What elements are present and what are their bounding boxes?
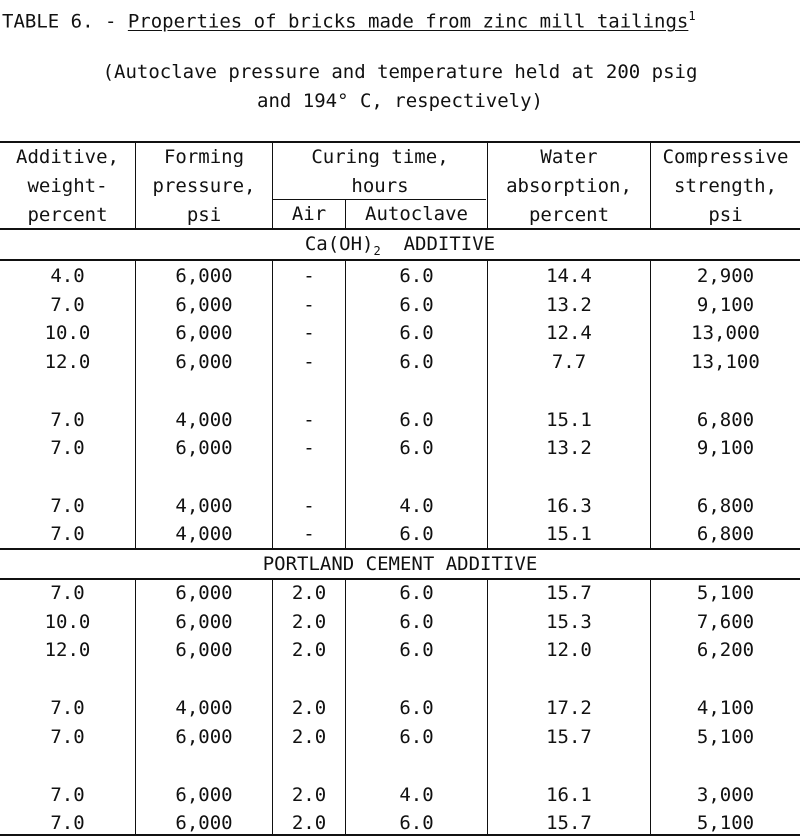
cell-autoclave: 6.0 xyxy=(399,582,434,604)
table-row xyxy=(0,348,800,377)
cell-autoclave: 6.0 xyxy=(399,611,434,633)
cell-air: 2.0 xyxy=(291,784,327,806)
table-row xyxy=(0,694,800,723)
section-heading-portland-cement: PORTLAND CEMENT ADDITIVE xyxy=(262,553,538,575)
cell-additive: 7.0 xyxy=(50,437,85,459)
cell-additive: 10.0 xyxy=(44,322,91,344)
table-subtitle xyxy=(0,58,800,116)
cell-compressive-strength: 5,100 xyxy=(696,812,755,834)
cell-air: - xyxy=(303,294,315,316)
cell-forming-pressure: 6,000 xyxy=(175,582,233,604)
cell-autoclave: 6.0 xyxy=(399,437,434,459)
cell-water-absorption: 13.2 xyxy=(546,294,592,316)
cell-forming-pressure: 6,000 xyxy=(175,265,233,287)
cell-air: 2.0 xyxy=(291,726,327,748)
cell-compressive-strength: 6,800 xyxy=(696,495,755,517)
cell-compressive-strength: 5,100 xyxy=(696,726,755,748)
header-additive: Additive, weight- percent xyxy=(16,146,119,226)
cell-additive: 12.0 xyxy=(44,639,91,661)
cell-compressive-strength: 6,200 xyxy=(696,639,755,661)
cell-additive: 7.0 xyxy=(50,409,85,431)
cell-water-absorption: 15.3 xyxy=(546,611,592,633)
cell-compressive-strength: 4,100 xyxy=(696,697,755,719)
cell-additive: 12.0 xyxy=(44,351,91,373)
table-row xyxy=(0,520,800,549)
table-row xyxy=(0,809,800,838)
cell-additive: 7.0 xyxy=(50,582,85,604)
cell-compressive-strength: 6,800 xyxy=(696,523,755,545)
subtitle-line-1: (Autoclave pressure and temperature held at 200 psig xyxy=(102,61,698,83)
cell-compressive-strength: 7,600 xyxy=(696,611,755,633)
cell-compressive-strength: 5,100 xyxy=(696,582,755,604)
cell-forming-pressure: 4,000 xyxy=(175,409,233,431)
cell-additive: 7.0 xyxy=(50,523,85,545)
table-row xyxy=(0,781,800,810)
cell-water-absorption: 15.1 xyxy=(546,523,592,545)
cell-compressive-strength: 9,100 xyxy=(696,437,755,459)
cell-air: 2.0 xyxy=(291,639,327,661)
cell-water-absorption: 12.4 xyxy=(546,322,592,344)
footnote-marker: 1 xyxy=(688,9,696,23)
cell-additive: 7.0 xyxy=(50,812,85,834)
cell-water-absorption: 15.7 xyxy=(546,582,592,604)
cell-air: - xyxy=(303,495,315,517)
cell-autoclave: 6.0 xyxy=(399,351,434,373)
cell-water-absorption: 15.1 xyxy=(546,409,592,431)
cell-additive: 4.0 xyxy=(50,265,85,287)
header-air: Air xyxy=(291,203,327,225)
header-forming-pressure: Forming pressure, psi xyxy=(152,146,256,226)
cell-water-absorption: 15.7 xyxy=(546,812,592,834)
cell-forming-pressure: 4,000 xyxy=(175,523,233,545)
cell-air: 2.0 xyxy=(291,812,327,834)
cell-autoclave: 4.0 xyxy=(399,784,434,806)
cell-air: 2.0 xyxy=(291,611,327,633)
cell-compressive-strength: 13,000 xyxy=(691,322,760,344)
cell-autoclave: 6.0 xyxy=(399,409,434,431)
header-autoclave: Autoclave xyxy=(365,203,468,225)
table-row xyxy=(0,262,800,291)
cell-forming-pressure: 6,000 xyxy=(175,322,233,344)
cell-water-absorption: 17.2 xyxy=(546,697,592,719)
cell-autoclave: 6.0 xyxy=(399,322,434,344)
cell-air: - xyxy=(303,265,315,287)
cell-forming-pressure: 6,000 xyxy=(175,294,233,316)
cell-autoclave: 6.0 xyxy=(399,523,434,545)
cell-forming-pressure: 6,000 xyxy=(175,437,233,459)
cell-forming-pressure: 6,000 xyxy=(175,784,233,806)
cell-autoclave: 6.0 xyxy=(399,726,434,748)
table-row xyxy=(0,406,800,435)
cell-forming-pressure: 6,000 xyxy=(175,639,233,661)
cell-additive: 7.0 xyxy=(50,726,85,748)
cell-forming-pressure: 6,000 xyxy=(175,812,233,834)
table-row xyxy=(0,723,800,752)
table-caption: Properties of bricks made from zinc mill tailings xyxy=(127,10,689,33)
cell-additive: 7.0 xyxy=(50,495,85,517)
cell-forming-pressure: 6,000 xyxy=(175,726,233,748)
cell-air: 2.0 xyxy=(291,582,327,604)
table-row xyxy=(0,319,800,348)
table-row xyxy=(0,579,800,608)
cell-forming-pressure: 6,000 xyxy=(175,611,233,633)
cell-water-absorption: 15.7 xyxy=(546,726,592,748)
table-row xyxy=(0,608,800,637)
header-water-absorption: Water absorption, percent xyxy=(506,146,632,226)
cell-autoclave: 6.0 xyxy=(399,639,434,661)
table-row xyxy=(0,492,800,521)
table-number: TABLE 6. - xyxy=(2,10,128,33)
table-row xyxy=(0,434,800,463)
cell-water-absorption: 7.7 xyxy=(551,351,587,373)
cell-autoclave: 6.0 xyxy=(399,812,434,834)
section-heading-caoh2: $Ca(OH)_2$ ADDITIVE xyxy=(304,233,496,258)
table-row xyxy=(0,636,800,665)
cell-autoclave: 6.0 xyxy=(399,265,434,287)
cell-water-absorption: 16.1 xyxy=(546,784,592,806)
cell-air: - xyxy=(303,409,315,431)
cell-compressive-strength: 2,900 xyxy=(696,265,755,287)
cell-air: 2.0 xyxy=(291,697,327,719)
cell-air: - xyxy=(303,351,315,373)
cell-autoclave: 6.0 xyxy=(399,294,434,316)
subtitle-line-2: and 194° C, respectively) xyxy=(257,90,543,112)
cell-additive: 10.0 xyxy=(44,611,91,633)
cell-water-absorption: 12.0 xyxy=(546,639,592,661)
cell-compressive-strength: 13,100 xyxy=(691,351,760,373)
table-row xyxy=(0,291,800,320)
cell-compressive-strength: 6,800 xyxy=(696,409,755,431)
cell-air: - xyxy=(303,322,315,344)
cell-forming-pressure: 4,000 xyxy=(175,495,233,517)
cell-autoclave: 4.0 xyxy=(399,495,434,517)
cell-water-absorption: 14.4 xyxy=(546,265,592,287)
cell-water-absorption: 16.3 xyxy=(546,495,592,517)
cell-additive: 7.0 xyxy=(50,294,85,316)
cell-forming-pressure: 6,000 xyxy=(175,351,233,373)
cell-additive: 7.0 xyxy=(50,784,85,806)
cell-autoclave: 6.0 xyxy=(399,697,434,719)
cell-air: - xyxy=(303,523,315,545)
cell-additive: 7.0 xyxy=(50,697,85,719)
cell-forming-pressure: 4,000 xyxy=(175,697,233,719)
cell-compressive-strength: 3,000 xyxy=(696,784,755,806)
cell-compressive-strength: 9,100 xyxy=(696,294,755,316)
table-title xyxy=(2,9,696,32)
header-compressive-strength: Compressive strength, psi xyxy=(662,146,789,226)
header-curing-time: Curing time, hours xyxy=(311,146,449,197)
cell-air: - xyxy=(303,437,315,459)
cell-water-absorption: 13.2 xyxy=(546,437,592,459)
